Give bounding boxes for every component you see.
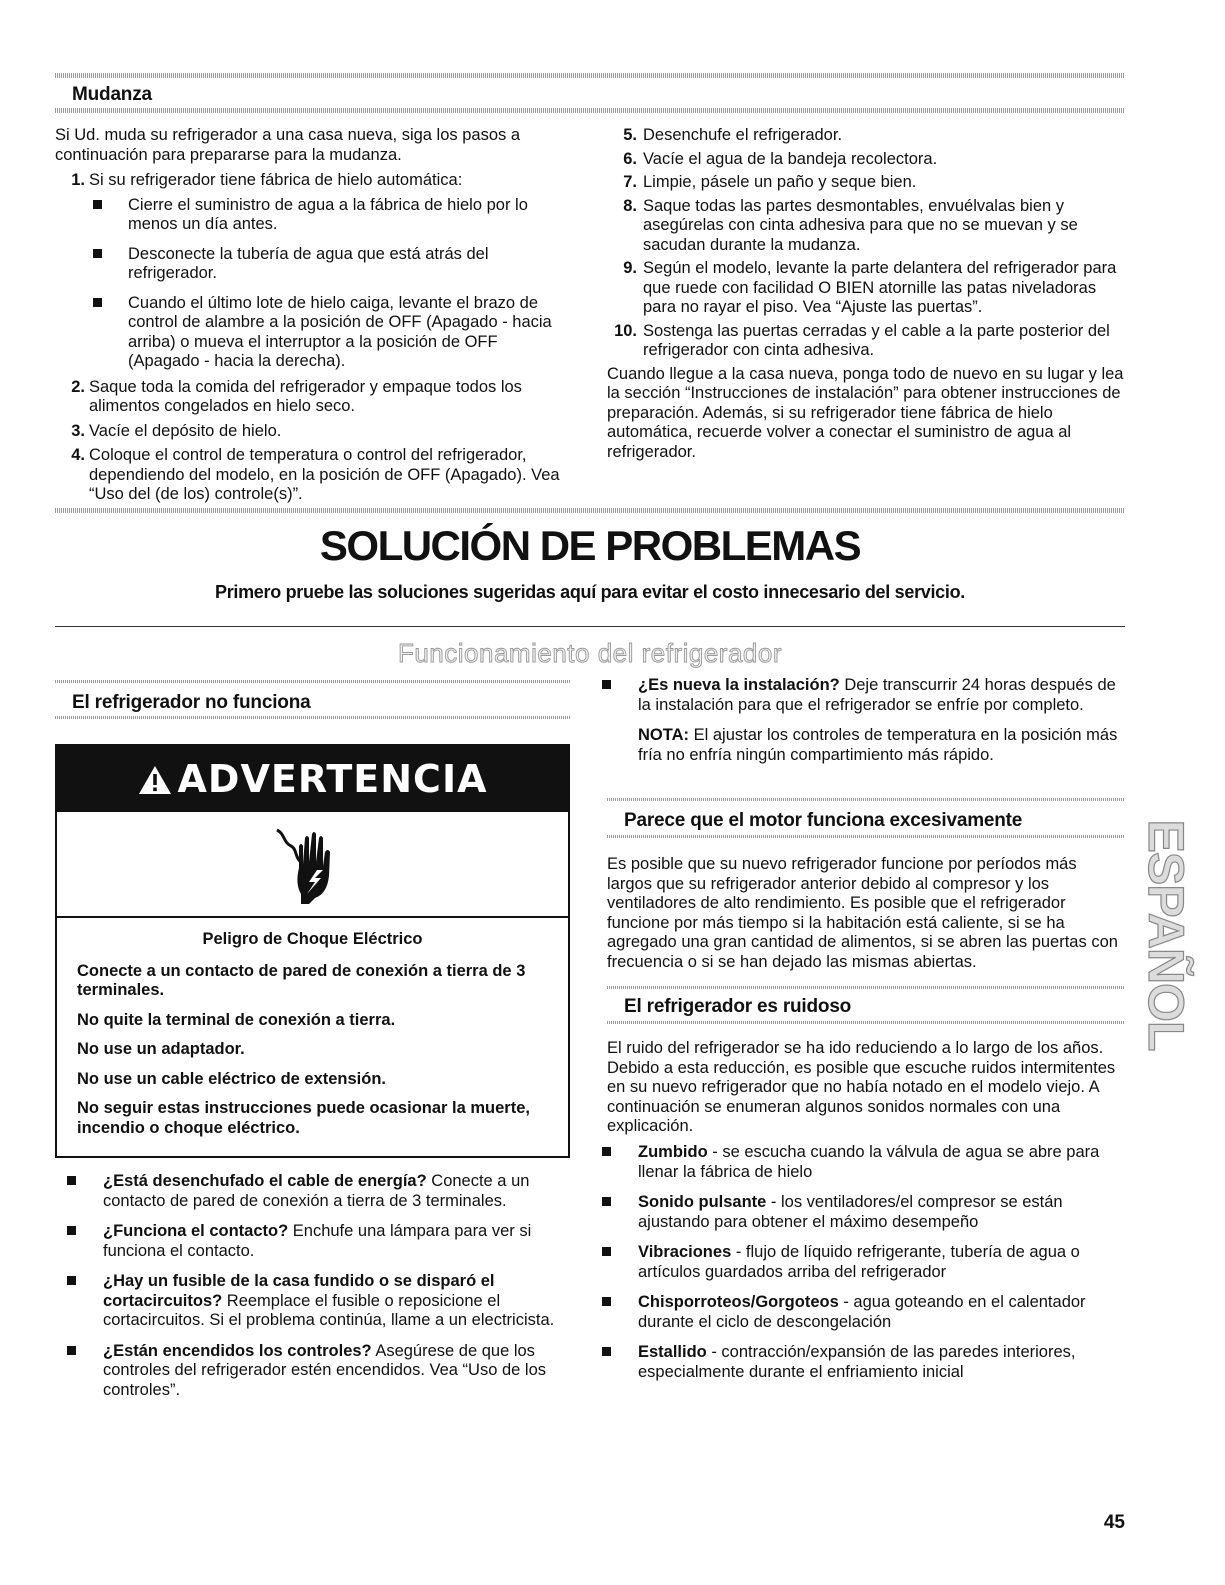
step-7: 7. Limpie, pásele un paño y seque bien.: [623, 173, 917, 191]
sound-item: Estallido - contracción/expansión de las paredes interiores, especialmente durante el enfriamiento inicial: [590, 1343, 1125, 1382]
top-rule: [55, 73, 1125, 78]
warning-banner-label: ADVERTENCIA: [177, 757, 488, 801]
bullet-icon: [602, 1297, 611, 1306]
bullet-icon: [67, 1226, 76, 1235]
check-item: ¿Hay un fusible de la casa fundido o se disparó el cortacircuitos? Reemplace el fusible o reposicione el cortacircuitos. Si el problema continúa, llame a un electricista.: [55, 1272, 570, 1331]
troubleshooting-divider: [55, 626, 1125, 627]
bullet-icon: [67, 1176, 76, 1185]
troubleshooting-top-rule: [55, 508, 1125, 513]
step-10: 10. Sostenga las puertas cerradas y el cable a la parte posterior del refrigerador con cinta adhesiva.: [614, 321, 1110, 359]
sub-bullet: Cierre el suministro de agua a la fábrica de hielo por lo menos un día antes.: [55, 196, 570, 235]
moving-left-column: [55, 126, 570, 510]
section-title: Funcionamiento del refrigerador: [397, 638, 783, 668]
motor-rule-top: [607, 798, 1125, 801]
warning-box: [55, 744, 570, 1158]
bullet-icon: [602, 1247, 611, 1256]
bullet-icon: [67, 1276, 76, 1285]
moving-heading: Mudanza: [72, 84, 152, 105]
warning-line: Conecte a un contacto de pared de conexión a tierra de 3 terminales.: [77, 961, 526, 999]
shock-hazard-icon: [57, 812, 568, 918]
motor-rule-bottom: [607, 835, 1125, 838]
not-working-heading: El refrigerador no funciona: [72, 692, 311, 713]
step-3: 3. Vacíe el depósito de hielo.: [71, 421, 282, 440]
noisy-sounds: [590, 1143, 1125, 1393]
noisy-text: El ruido del refrigerador se ha ido reduciendo a lo largo de los años. Debido a esta reducción, es posible que escuche ruidos intermitentes en su nuevo refrigerador que no había notado en el modelo viejo. A continuación se enumeran algunos sonidos normales con una explicación.: [607, 1039, 1116, 1135]
warning-banner: [57, 746, 568, 812]
sound-item: Sonido pulsante - los ventiladores/el compresor se están ajustando para obtener el máximo desempeño: [590, 1193, 1125, 1232]
step-6: 6. Vacíe el agua de la bandeja recolectora.: [623, 149, 938, 168]
sound-item: Chisporroteos/Gorgoteos - agua goteando en el calentador durante el ciclo de descongelación: [590, 1293, 1125, 1332]
not-working-rule-bottom: [55, 716, 570, 719]
check-item: ¿Funciona el contacto? Enchufe una lámpara para ver si funciona el contacto.: [55, 1222, 570, 1261]
new-install-item: ¿Es nueva la instalación? Deje transcurrir 24 horas después de la instalación para que el refrigerador se enfríe por completo.: [590, 676, 1122, 715]
sound-item: Vibraciones - flujo de líquido refrigerante, tubería de agua o artículos guardados arriba del refrigerador: [590, 1243, 1125, 1282]
side-tab-espanol: ESPAÑOL: [1138, 819, 1194, 1051]
moving-right-column: [607, 126, 1127, 462]
right-column-top: [590, 676, 1122, 765]
check-item: ¿Están encendidos los controles? Asegúrese de que los controles del refrigerador estén encendidos. Vea “Uso de los controles”.: [55, 1342, 570, 1401]
motor-heading: Parece que el motor funciona excesivamente: [624, 810, 1023, 831]
warning-line: No seguir estas instrucciones puede ocasionar la muerte, incendio o choque eléctrico.: [77, 1099, 530, 1137]
step-8: 8. Saque todas las partes desmontables, envuélvalas bien y asegúrelas con cinta adhesiva para que no se muevan y se sacudan durante la mudanza.: [623, 196, 1078, 254]
sound-item: Zumbido - se escucha cuando la válvula de agua se abre para llenar la fábrica de hielo: [590, 1143, 1125, 1182]
check-item: ¿Está desenchufado el cable de energía? Conecte a un contacto de pared de conexión a tierra de 3 terminales.: [55, 1172, 570, 1211]
noisy-rule-top: [607, 986, 1125, 989]
step-4: 4. Coloque el control de temperatura o control del refrigerador, dependiendo del modelo, en la posición de OFF (Apagado). Vea “Uso del (de los) controle(s)”.: [71, 446, 560, 503]
step-1: 1. Si su refrigerador tiene fábrica de hielo automática:: [71, 171, 463, 189]
bullet-icon: [602, 1197, 611, 1206]
warning-line: No use un adaptador.: [77, 1040, 245, 1058]
bullet-icon: [93, 298, 102, 307]
warning-triangle-icon: [138, 749, 172, 815]
noisy-rule-bottom: [607, 1021, 1125, 1024]
bullet-icon: [67, 1346, 76, 1355]
not-working-checks: [55, 1172, 570, 1411]
hazard-title: Peligro de Choque Eléctrico: [202, 930, 423, 948]
sub-bullet: Cuando el último lote de hielo caiga, levante el brazo de control de alambre a la posición de OFF (Apagado - hacia arriba) o mueva el interruptor a la posición de OFF (Apagado - hacia la derecha).: [55, 294, 570, 372]
bullet-icon: [602, 1347, 611, 1356]
warning-line: No use un cable eléctrico de extensión.: [77, 1069, 387, 1088]
moving-closing: Cuando llegue a la casa nueva, ponga todo de nuevo en su lugar y lea la sección “Instrucciones de instalación” para obtener instrucciones de preparación. Además, si su refrigerador tiene fábrica de hielo automática, recuerde volver a conectar el suministro de agua al refrigerador.: [607, 364, 1124, 461]
bullet-icon: [602, 680, 611, 689]
step-2: 2. Saque toda la comida del refrigerador y empaque todos los alimentos congelados en hielo seco.: [71, 377, 522, 415]
warning-line: No quite la terminal de conexión a tierra.: [77, 1010, 396, 1029]
noisy-heading: El refrigerador es ruidoso: [624, 996, 852, 1017]
step-9: 9. Según el modelo, levante la parte delantera del refrigerador para que ruede con facilidad O BIEN atornille las patas niveladoras para no rayar el piso. Vea “Ajuste las puertas”.: [623, 259, 1117, 316]
bullet-icon: [93, 249, 102, 258]
page-number: 45: [1103, 1512, 1125, 1533]
not-working-rule-top: [55, 680, 570, 683]
note: NOTA: El ajustar los controles de temperatura en la posición más fría no enfría ningún compartimiento más rápido.: [638, 726, 1118, 764]
motor-text: Es posible que su nuevo refrigerador funcione por períodos más largos que su refrigerador anterior debido al compresor y los ventiladores de alto rendimiento. Es posible que el refrigerador funcione por más tiempo si la habitación está caliente, si se ha agregado una gran cantidad de alimentos, si se abren las puertas con frecuencia o si se han dejado las mismas abiertas.: [607, 855, 1118, 971]
sub-bullet: Desconecte la tubería de agua que está atrás del refrigerador.: [55, 245, 570, 284]
bullet-icon: [93, 200, 102, 209]
moving-intro: Si Ud. muda su refrigerador a una casa nueva, siga los pasos a continuación para prepararse para la mudanza.: [55, 126, 521, 164]
bullet-icon: [602, 1147, 611, 1156]
moving-heading-rule: [55, 108, 1125, 113]
troubleshooting-subtitle: Primero pruebe las soluciones sugeridas aquí para evitar el costo innecesario del servicio.: [214, 582, 965, 602]
troubleshooting-title: SOLUCIÓN DE PROBLEMAS: [319, 522, 861, 569]
step-5: 5. Desenchufe el refrigerador.: [623, 126, 843, 144]
